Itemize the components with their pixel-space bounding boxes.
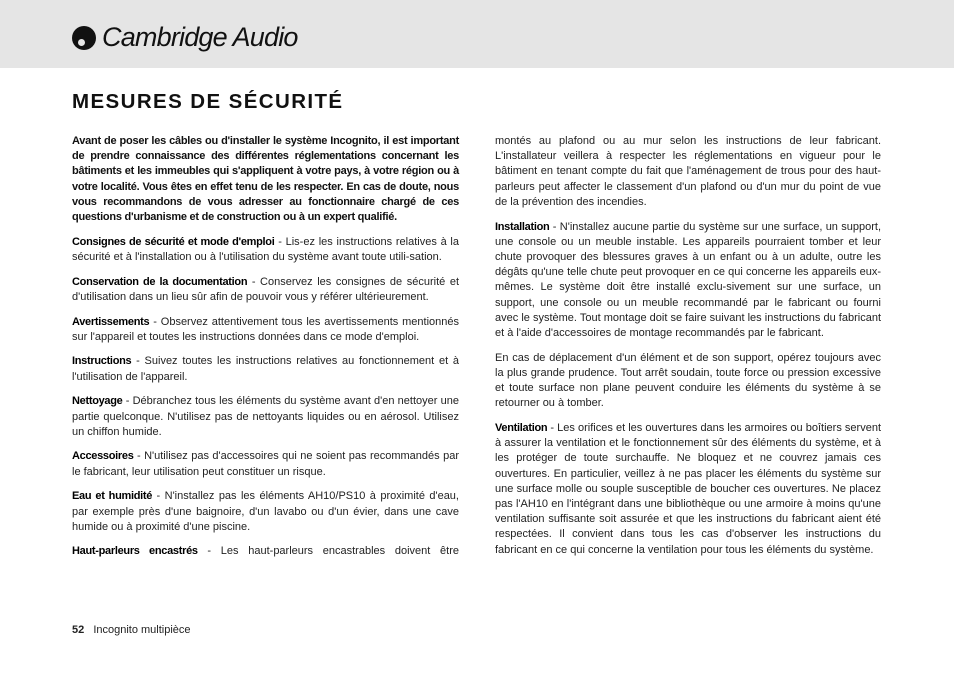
- paragraph-instructions: Instructions - Suivez toutes les instructions relatives au fonctionnement et à l'utilisation de l'appareil.: [72, 355, 459, 383]
- paragraph-conservation: Conservation de la documentation - Conservez les consignes de sécurité et d'utilisation dans un lieu sûr afin de pouvoir vous y référer ultérieurement.: [72, 275, 460, 303]
- page-header: [0, 0, 954, 68]
- left-column: [72, 134, 459, 569]
- page-title: MESURES DE SÉCURITÉ: [72, 90, 344, 113]
- paragraph-accessoires: Accessoires - N'utilisez pas d'accessoires qui ne soient pas recommandés par le fabricant, leur utilisation peut constituer un risque.: [72, 450, 459, 478]
- paragraph-installation: Installation - N'installez aucune partie du système sur une surface, un support, une console ou un meuble instable. Les appareils pourraient tomber et leur chute provoquer des blessures graves à un enfant ou à un adulte, outre les dégâts qu'une telle chute peut provoquer en ce qui concerne les appareils eux-mêmes. Le système doit être installé exclu-sivement sur une surface, un support, une console ou un meuble recommandé par le fabricant ou fourni avec le système. Tout montage doit se faire suivant les instructions du fabricant et à l'aide d'accessoires de montage recommandés par le fabricant.: [495, 220, 881, 339]
- paragraph-consignes: Consignes de sécurité et mode d'emploi - Lis-ez les instructions relatives à la sécurité et à l'installation ou à l'utilisation du système avant toute utili-sation.: [72, 235, 459, 263]
- paragraph-haut-parleurs: Haut-parleurs encastrés - Les haut-parleurs encastrables doivent être: [72, 545, 459, 558]
- intro-paragraph: Avant de poser les câbles ou d'installer le système Incognito, il est important de prendre connaissance des différentes réglementations concernant les bâtiments et les immeubles qui s'appliquent à votre pays, à votre région ou à votre localité. Vous êtes en effet tenu de les respecter. En cas de doute, nous vous recommandons de vous adresser au fonctionnaire chargé de ces questions d'urbanisme et de construction ou à un expert qualifié.: [72, 135, 459, 224]
- paragraph-continuation: montés au plafond ou au mur selon les instructions de leur fabricant. L'installateur veillera à respecter les réglementations en vigueur pour le bâtiment en tenant compte du fait que l'aménagement de trous pour des haut-parleurs peut affecter le classement d'un plafond ou d'un mur du point de vue de la prévention des incendies.: [495, 135, 881, 208]
- right-column: [495, 134, 881, 567]
- paragraph-avertissements: Avertissements - Observez attentivement tous les avertissements mentionnés sur l'appareil et toutes les instructions données dans ce mode d'emploi.: [72, 315, 459, 343]
- paragraph-ventilation: Ventilation - Les orifices et les ouvertures dans les armoires ou boîtiers servent à assurer la ventilation et le fonctionnement sûr des éléments du système, et à les protéger de toute surchauffe. Ne bloquez et ne couvrez jamais ces ouvertures. En particulier, veillez à ne pas placer les éléments du système sur une surface molle ou souple susceptible de boucher ces ouvertures. Ne placez pas l'AH10 en l'intégrant dans une bibliothèque ou une armoire à moins qu'une ventilation suffisante soit assurée et que les instructions du fabricant aient été respectées. Il convient dans tous les cas d'observer les instructions du fabricant en ce qui concerne la ventilation pour tous les éléments du système.: [495, 421, 881, 556]
- paragraph-deplacement: En cas de déplacement d'un élément et de son support, opérez toujours avec la plus grande prudence. Tout arrêt soudain, toute force ou pression excessive et toute surface non plane peuvent conduire les éléments du système à se retourner ou à tomber.: [495, 351, 881, 410]
- brand-logo: [72, 22, 298, 53]
- paragraph-eau: Eau et humidité - N'installez pas les éléments AH10/PS10 à proximité d'eau, par exemple près d'une baignoire, d'un lavabo ou d'un évier, dans une cave humide ou à proximité d'une piscine.: [72, 490, 459, 533]
- page-footer: [72, 624, 191, 636]
- logo-icon: [72, 26, 96, 50]
- brand-name: Cambridge Audio: [102, 22, 298, 52]
- footer-label: Incognito multipièce: [93, 624, 191, 636]
- page-number: 52: [72, 624, 85, 636]
- paragraph-nettoyage: Nettoyage - Débranchez tous les éléments du système avant d'en nettoyer une partie quelconque. N'utilisez pas de nettoyants liquides ou en aérosol. Utilisez un chiffon humide.: [72, 395, 459, 438]
